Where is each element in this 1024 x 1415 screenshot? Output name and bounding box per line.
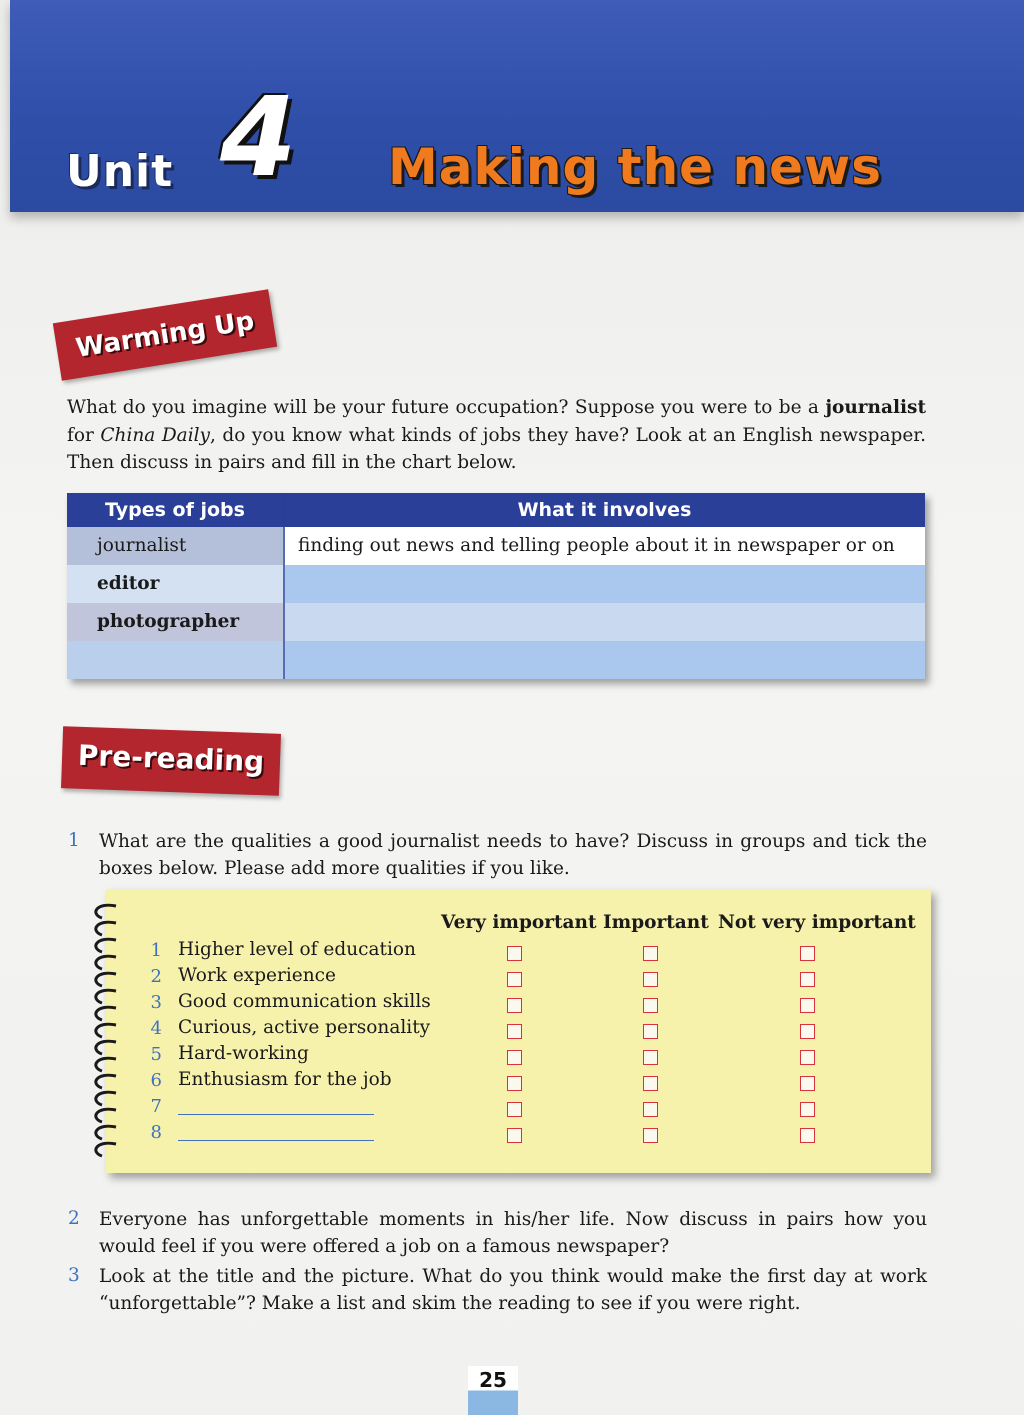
- question-text: Everyone has unforgettable moments in his/her life. Now discuss in pairs how you would feel if you were offered a job on a famous newspaper?: [99, 1209, 927, 1257]
- item-number: 3: [150, 992, 162, 1013]
- checkbox-very-important[interactable]: [507, 1024, 522, 1039]
- question-text: What are the qualities a good journalist needs to have? Discuss in groups and tick the boxes below. Please add more qualities if you like.: [99, 831, 927, 879]
- involves-cell[interactable]: [285, 603, 925, 641]
- intro-text-2: for: [67, 424, 101, 446]
- item-number: 4: [150, 1018, 162, 1039]
- checkbox-very-important[interactable]: [507, 1050, 522, 1065]
- checkbox-important[interactable]: [643, 1128, 658, 1143]
- unit-number: 4: [220, 73, 297, 201]
- table-row: [67, 603, 925, 641]
- involves-cell[interactable]: [285, 641, 925, 679]
- job-cell: editor: [67, 565, 283, 603]
- checkbox-very-important[interactable]: [507, 972, 522, 987]
- pre-reading-tag: Pre-reading: [61, 726, 281, 796]
- checkbox-very-important[interactable]: [507, 946, 522, 961]
- job-cell: journalist: [67, 527, 283, 565]
- jobs-table: [67, 493, 925, 679]
- item-number: 1: [150, 940, 162, 961]
- unit-title: Making the news: [388, 138, 882, 196]
- quality-label: Hard-working: [178, 1043, 309, 1064]
- checkbox-not-very-important[interactable]: [800, 1024, 815, 1039]
- intro-paragraph: [67, 394, 926, 477]
- warming-up-tag: Warming Up: [53, 289, 277, 380]
- checkbox-not-very-important[interactable]: [800, 998, 815, 1013]
- intro-bold-word: journalist: [825, 397, 926, 418]
- page-number: 25: [479, 1368, 507, 1392]
- checkbox-important[interactable]: [643, 998, 658, 1013]
- question-number: 3: [68, 1265, 80, 1286]
- intro-text-1: What do you imagine will be your future occupation? Suppose you were to be a: [67, 397, 826, 418]
- item-number: 2: [150, 966, 162, 987]
- item-number: 5: [150, 1044, 162, 1065]
- checkbox-not-very-important[interactable]: [800, 1128, 815, 1143]
- column-not-very-important: Not very important: [718, 912, 916, 933]
- checkbox-important[interactable]: [643, 946, 658, 961]
- checkbox-not-very-important[interactable]: [800, 946, 815, 961]
- checkbox-very-important[interactable]: [507, 998, 522, 1013]
- job-cell: photographer: [67, 603, 283, 641]
- checkbox-not-very-important[interactable]: [800, 1102, 815, 1117]
- checkbox-important[interactable]: [643, 1024, 658, 1039]
- checkbox-not-very-important[interactable]: [800, 1076, 815, 1091]
- checkbox-important[interactable]: [643, 972, 658, 987]
- quality-label: Work experience: [178, 965, 336, 986]
- quality-label: Higher level of education: [178, 939, 416, 960]
- header-types-of-jobs: Types of jobs: [105, 499, 245, 521]
- checkbox-very-important[interactable]: [507, 1128, 522, 1143]
- checkbox-very-important[interactable]: [507, 1076, 522, 1091]
- checkbox-important[interactable]: [643, 1076, 658, 1091]
- column-important: Important: [603, 912, 709, 933]
- column-very-important: Very important: [441, 912, 597, 933]
- table-row: [67, 565, 925, 603]
- job-cell[interactable]: [67, 641, 283, 679]
- intro-text-3: , do you know what kinds of jobs they have? Look at an English newspaper. Then discuss in pairs and fill in the chart below.: [67, 424, 926, 473]
- question-number: 2: [68, 1208, 80, 1229]
- checkbox-not-very-important[interactable]: [800, 972, 815, 987]
- table-row: [67, 527, 925, 565]
- checkbox-not-very-important[interactable]: [800, 1050, 815, 1065]
- jobs-table-header: [67, 493, 925, 527]
- quality-label: Good communication skills: [178, 991, 431, 1012]
- unit-label: Unit: [66, 146, 174, 197]
- header-what-it-involves: What it involves: [517, 499, 692, 521]
- question-text: Look at the title and the picture. What do you think would make the first day at work “unforgettable”? Make a list and skim the reading to see if you were right.: [99, 1266, 927, 1314]
- checkbox-very-important[interactable]: [507, 1102, 522, 1117]
- involves-cell[interactable]: finding out news and telling people about it in newspaper or on: [285, 527, 925, 565]
- blank-answer-line[interactable]: [178, 1114, 374, 1115]
- blank-answer-line[interactable]: [178, 1140, 374, 1141]
- table-row: [67, 641, 925, 679]
- checkbox-important[interactable]: [643, 1050, 658, 1065]
- involves-cell[interactable]: [285, 565, 925, 603]
- intro-italic-word: China Daily: [100, 424, 210, 446]
- item-number: 8: [150, 1122, 162, 1143]
- question-number: 1: [68, 830, 80, 851]
- quality-label: Curious, active personality: [178, 1017, 431, 1038]
- checkbox-important[interactable]: [643, 1102, 658, 1117]
- item-number: 7: [150, 1096, 162, 1117]
- item-number: 6: [150, 1070, 162, 1091]
- spiral-binding-icon: [86, 896, 126, 1166]
- column-divider: [283, 493, 285, 679]
- quality-label: Enthusiasm for the job: [178, 1069, 392, 1090]
